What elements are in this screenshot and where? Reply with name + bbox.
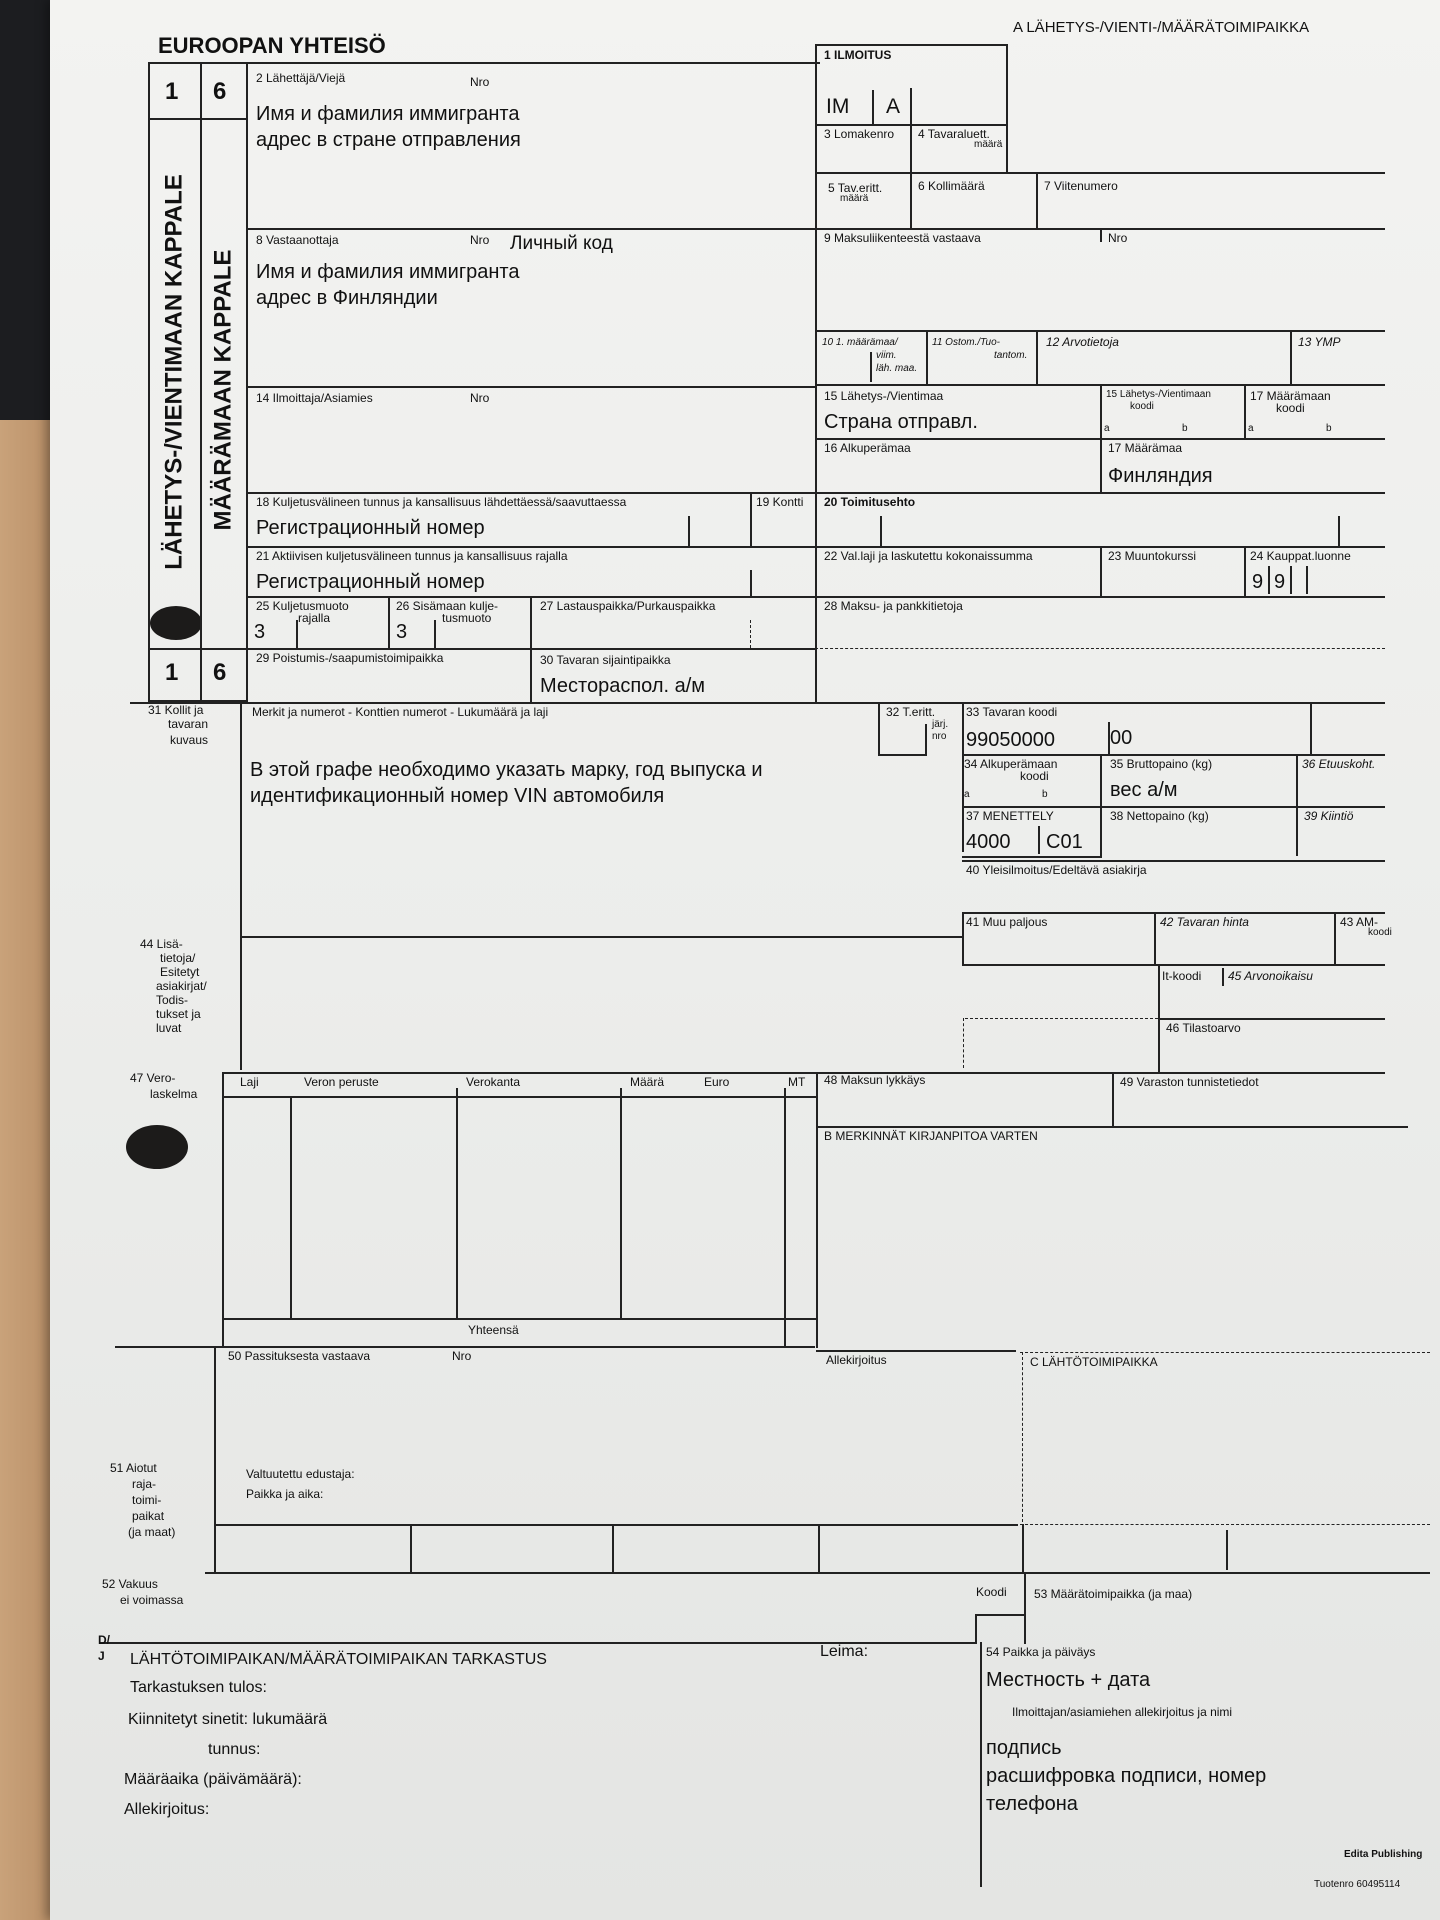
nro-label: Nro: [452, 1349, 472, 1363]
tax-col-mt: MT: [788, 1075, 806, 1089]
deadline-label: Määräaika (päivämäärä):: [124, 1771, 302, 1788]
copy-number: 6: [213, 78, 227, 105]
transaction-digit: 9: [1252, 571, 1264, 593]
field-1-value: A: [886, 95, 901, 118]
field-20-label: 20 Toimitusehto: [824, 495, 916, 509]
sender-address: адрес в стране отправления: [256, 129, 521, 151]
code-label: Koodi: [976, 1585, 1007, 1599]
sub-b: b: [1326, 423, 1332, 434]
field-52-label2: ei voimassa: [120, 1593, 184, 1607]
nro-label: Nro: [470, 391, 490, 405]
field-32-label3: nro: [932, 731, 947, 742]
sub-a: a: [1104, 423, 1110, 434]
field-4-label: 4 Tavaraluett.: [918, 127, 990, 141]
goods-description: идентификационный номер VIN автомобиля: [250, 785, 665, 807]
field-50-label: 50 Passituksesta vastaava: [228, 1349, 371, 1363]
receiver-address: адрес в Финляндии: [256, 287, 438, 309]
field-10-label2: viim.: [876, 350, 897, 361]
field-17-label2: koodi: [1276, 401, 1305, 415]
field-d-prefix: D/: [98, 1633, 110, 1647]
publisher-label: Edita Publishing: [1344, 1849, 1423, 1860]
control-result-label: Tarkastuksen tulos:: [130, 1679, 267, 1696]
tax-total-label: Yhteensä: [468, 1323, 519, 1337]
field-44-label: asiakirjat/: [156, 979, 207, 993]
goods-description: В этой графе необходимо указать марку, год выпуска и: [250, 759, 763, 781]
field-51-label: 51 Aiotut: [110, 1461, 157, 1475]
field-15b-label: 15 Lähetys-/Vientimaan: [1106, 389, 1211, 400]
field-43-label: 43 AM-: [1340, 915, 1379, 929]
field-46-label: 46 Tilastoarvo: [1166, 1021, 1241, 1035]
sub-b: b: [1182, 423, 1188, 434]
nro-label: Nro: [470, 233, 490, 247]
seals-id-label: tunnus:: [208, 1741, 261, 1758]
field-23-label: 23 Muuntokurssi: [1108, 549, 1197, 563]
field-44-label: tukset ja: [156, 1007, 201, 1021]
seals-count-label: Kiinnitetyt sinetit: lukumäärä: [128, 1711, 328, 1728]
field-51-label: (ja maat): [128, 1525, 176, 1539]
field-28-label: 28 Maksu- ja pankkitietoja: [824, 599, 963, 613]
place-date-label: Paikka ja aika:: [246, 1487, 324, 1501]
field-43-label2: koodi: [1368, 927, 1392, 938]
field-47-label2: laskelma: [150, 1087, 198, 1101]
field-13-label: 13 YMP: [1298, 335, 1341, 349]
field-9-label: 9 Maksuliikenteestä vastaava: [824, 231, 981, 245]
field-11-label: 11 Ostom./Tuo-: [932, 337, 1000, 348]
eu-header: EUROOPAN YHTEISÖ: [158, 33, 386, 58]
tax-col-euro: Euro: [704, 1075, 730, 1089]
signature-text: подпись: [986, 1737, 1062, 1759]
country-of-dispatch: Страна отправл.: [824, 411, 978, 433]
vertical-copy-label: LÄHETYS-/VIENTIMAAN KAPPALE: [160, 174, 188, 570]
vehicle-reg-departure: Регистрационный номер: [256, 517, 485, 539]
field-25-label2: rajalla: [298, 611, 331, 625]
field-36-label: 36 Etuuskoht.: [1302, 757, 1376, 771]
field-29-label: 29 Poistumis-/saapumistoimipaikka: [256, 651, 444, 665]
procedure-code-ext: C01: [1046, 831, 1083, 853]
field-44-label: Esitetyt: [160, 965, 200, 979]
transaction-digit: 9: [1274, 571, 1286, 593]
field-35-label: 35 Bruttopaino (kg): [1110, 757, 1213, 771]
vehicle-reg-border: Регистрационный номер: [256, 571, 485, 593]
field-8-label: 8 Vastaanottaja: [256, 233, 339, 247]
personal-code: Личный код: [510, 233, 613, 254]
field-44-label: Todis-: [156, 993, 189, 1007]
tax-col-type: Laji: [240, 1075, 259, 1089]
field-21-label: 21 Aktiivisen kuljetusvälineen tunnus ja kansallisuus rajalla: [256, 549, 568, 563]
field-34-label2: koodi: [1020, 769, 1049, 783]
field-39-label: 39 Kiintiö: [1304, 809, 1354, 823]
field-47-label: 47 Vero-: [130, 1071, 176, 1085]
field-38-label: 38 Nettopaino (kg): [1110, 809, 1209, 823]
field-15b-label2: koodi: [1130, 401, 1154, 412]
sub-a: a: [1248, 423, 1254, 434]
signature-label: Allekirjoitus: [826, 1353, 887, 1367]
nro-label: Nro: [1108, 231, 1128, 245]
sender-name: Имя и фамилия иммигранта: [256, 103, 520, 125]
declarant-signature-label: Ilmoittajan/asiamiehen allekirjoitus ja nimi: [1012, 1705, 1233, 1719]
field-42-label: 42 Tavaran hinta: [1160, 915, 1249, 929]
field-1-value: IM: [826, 95, 850, 118]
goods-location: Местораспол. а/м: [540, 675, 706, 697]
field-40-label: 40 Yleisilmoitus/Edeltävä asiakirja: [966, 863, 1147, 877]
field-37-label: 37 MENETTELY: [966, 809, 1054, 823]
vertical-copy-label: MÄÄRÄMAAN KAPPALE: [209, 249, 237, 531]
copy-number: 1: [165, 78, 179, 105]
sub-b: b: [1042, 789, 1048, 800]
nro-label: Nro: [470, 75, 490, 89]
field-11-label2: tantom.: [994, 350, 1028, 361]
place-and-date: Местность + дата: [986, 1669, 1151, 1691]
field-24-label: 24 Kauppat.luonne: [1250, 549, 1351, 563]
field-5-label2: määrä: [840, 193, 869, 204]
field-51-label: raja-: [132, 1477, 157, 1491]
procedure-code: 4000: [966, 831, 1011, 853]
field-18-label: 18 Kuljetusvälineen tunnus ja kansallisuus lähdettäessä/saavuttaessa: [256, 495, 627, 509]
field-32-label2: järj.: [932, 719, 949, 730]
field-10-label: 10 1. määrämaa/: [822, 337, 898, 348]
field-51-label: toimi-: [132, 1493, 162, 1507]
field-c-label: C LÄHTÖTOIMIPAIKKA: [1030, 1355, 1158, 1369]
field-31-label2: tavaran: [168, 717, 209, 731]
field-7-label: 7 Viitenumero: [1044, 179, 1118, 193]
field-31-label3: kuvaus: [170, 733, 209, 747]
commodity-code: 99050000: [966, 729, 1055, 751]
field-15-label: 15 Lähetys-/Vientimaa: [824, 389, 944, 403]
copy-number: 6: [213, 659, 227, 686]
field-26-label2: tusmuoto: [442, 611, 492, 625]
field-14-label: 14 Ilmoittaja/Asiamies: [256, 391, 373, 405]
field-19-label: 19 Kontti: [756, 495, 804, 509]
field-31-desc: Merkit ja numerot - Konttien numerot - Lukumäärä ja laji: [252, 705, 549, 719]
field-4-label2: määrä: [974, 139, 1003, 150]
field-12-label: 12 Arvotietoja: [1046, 335, 1119, 349]
punch-hole: [150, 606, 202, 640]
field-44-label: tietoja/: [160, 951, 196, 965]
field-51-label: paikat: [132, 1509, 165, 1523]
field-31-label: 31 Kollit ja: [148, 703, 204, 717]
d-signature-label: Allekirjoitus:: [124, 1801, 210, 1818]
field-d-prefix: J: [98, 1649, 105, 1663]
field-32-label: 32 T.eritt.: [886, 705, 936, 719]
product-number: Tuotenro 60495114: [1314, 1879, 1401, 1890]
field-44-label: 44 Lisä-: [140, 937, 183, 951]
field-27-label: 27 Lastauspaikka/Purkauspaikka: [540, 599, 716, 613]
field-45-label: 45 Arvonoikaisu: [1228, 969, 1313, 983]
punch-hole: [126, 1125, 188, 1169]
field-44-label: luvat: [156, 1021, 182, 1035]
field-52-label: 52 Vakuus: [102, 1577, 158, 1591]
field-54-label: 54 Paikka ja päiväys: [986, 1645, 1096, 1659]
authorized-rep-label: Valtuutettu edustaja:: [246, 1467, 355, 1481]
tax-col-base: Veron peruste: [304, 1075, 379, 1089]
field-26-label: 26 Sisämaan kulje-: [396, 599, 499, 613]
copy-number: 1: [165, 659, 179, 686]
field-1-label: 1 ILMOITUS: [824, 48, 892, 62]
gross-weight: вес а/м: [1110, 779, 1178, 801]
field-6-label: 6 Kollimäärä: [918, 179, 985, 193]
field-34-label: 34 Alkuperämaan: [964, 757, 1058, 771]
field-30-label: 30 Tavaran sijaintipaikka: [540, 653, 671, 667]
field-25-label: 25 Kuljetusmuoto: [256, 599, 349, 613]
field-17-label: 17 Määrämaan: [1250, 389, 1331, 403]
destination-country: Финляндия: [1108, 465, 1213, 487]
tax-col-amount: Määrä: [630, 1075, 665, 1089]
field-5-label: 5 Tav.eritt.: [828, 181, 883, 195]
field-53-label: 53 Määrätoimipaikka (ja maa): [1034, 1587, 1193, 1601]
signature-text: расшифровка подписи, номер: [986, 1765, 1267, 1787]
field-d-label: LÄHTÖTOIMIPAIKAN/MÄÄRÄTOIMIPAIKAN TARKASTUS: [130, 1651, 547, 1668]
field-16-label: 16 Alkuperämaa: [824, 441, 911, 455]
field-17b-label: 17 Määrämaa: [1108, 441, 1183, 455]
it-code-label: It-koodi: [1162, 969, 1202, 983]
field-a-label: A LÄHETYS-/VIENTI-/MÄÄRÄTOIMIPAIKKA: [1013, 19, 1310, 36]
transport-mode-inland: 3: [396, 621, 408, 643]
receiver-name: Имя и фамилия иммигранта: [256, 261, 520, 283]
field-b-label: B MERKINNÄT KIRJANPITOA VARTEN: [824, 1129, 1038, 1143]
field-3-label: 3 Lomakenro: [824, 127, 895, 141]
field-48-label: 48 Maksun lykkäys: [824, 1073, 926, 1087]
transport-mode-border: 3: [254, 621, 266, 643]
tax-col-rate: Verokanta: [466, 1075, 521, 1089]
stamp-label: Leima:: [820, 1643, 869, 1660]
field-2-label: 2 Lähettäjä/Viejä: [256, 71, 346, 85]
field-33-label: 33 Tavaran koodi: [966, 705, 1058, 719]
commodity-code-ext: 00: [1110, 727, 1133, 749]
field-10-label3: läh. maa.: [876, 363, 918, 374]
field-41-label: 41 Muu paljous: [966, 915, 1048, 929]
field-49-label: 49 Varaston tunnistetiedot: [1120, 1075, 1259, 1089]
field-22-label: 22 Val.laji ja laskutettu kokonaissumma: [824, 549, 1033, 563]
sub-a: a: [964, 789, 970, 800]
signature-text: телефона: [986, 1793, 1078, 1815]
